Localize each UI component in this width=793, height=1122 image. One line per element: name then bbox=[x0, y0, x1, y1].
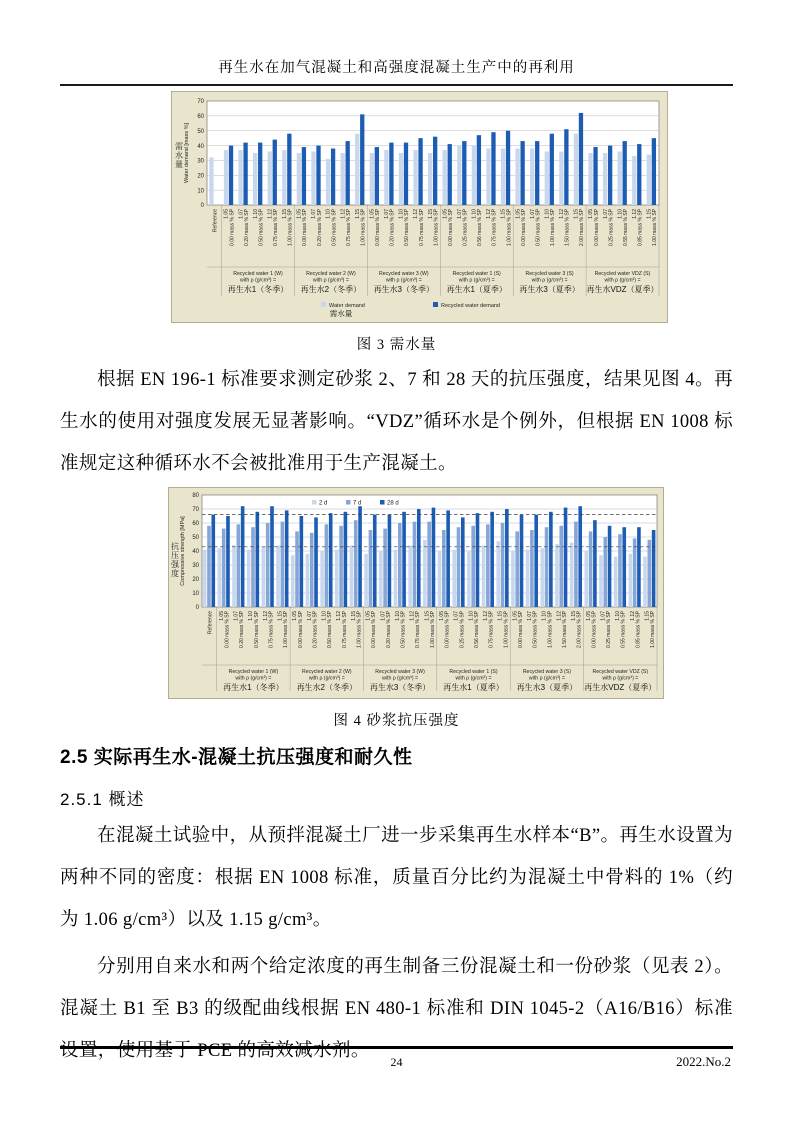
svg-text:1.10: 1.10 bbox=[394, 611, 401, 621]
svg-text:0.20 mass % SP: 0.20 mass % SP bbox=[243, 209, 250, 246]
svg-text:1.15: 1.15 bbox=[571, 611, 578, 621]
svg-text:1.00 mass % SP: 1.00 mass % SP bbox=[287, 209, 294, 246]
svg-text:1.07: 1.07 bbox=[602, 209, 609, 219]
svg-text:0.00 mass % SP: 0.00 mass % SP bbox=[520, 209, 527, 246]
svg-text:with ρ (g/cm³) =: with ρ (g/cm³) = bbox=[604, 277, 641, 284]
svg-text:0.50 mass % SP: 0.50 mass % SP bbox=[331, 209, 338, 246]
svg-text:1.12: 1.12 bbox=[267, 209, 274, 219]
svg-text:Recycled water 1 (S): Recycled water 1 (S) bbox=[449, 669, 498, 675]
svg-text:0.00 mass % SP: 0.00 mass % SP bbox=[448, 209, 454, 246]
svg-text:1.10: 1.10 bbox=[398, 209, 405, 219]
svg-text:Recycled water 3 (S): Recycled water 3 (S) bbox=[522, 669, 571, 675]
svg-text:1.00 mass % SP: 1.00 mass % SP bbox=[503, 611, 510, 648]
svg-text:20: 20 bbox=[192, 577, 199, 584]
svg-text:1.05: 1.05 bbox=[588, 209, 595, 219]
svg-text:再生水VDZ（夏季）: 再生水VDZ（夏季） bbox=[584, 683, 657, 692]
svg-text:with ρ (g/cm³) =: with ρ (g/cm³) = bbox=[602, 675, 639, 682]
svg-text:60: 60 bbox=[192, 521, 199, 528]
svg-text:0.50 mass % SP: 0.50 mass % SP bbox=[253, 611, 260, 648]
figure4-caption: 图 4 砂浆抗压强度 bbox=[333, 713, 460, 729]
svg-text:Recycled water 1 (W): Recycled water 1 (W) bbox=[228, 669, 279, 675]
svg-text:再生水1（冬季）: 再生水1（冬季） bbox=[223, 683, 284, 692]
svg-text:10: 10 bbox=[197, 188, 204, 195]
svg-text:Recycled water 1 (W): Recycled water 1 (W) bbox=[233, 271, 283, 277]
svg-text:with ρ (g/cm³) =: with ρ (g/cm³) = bbox=[528, 675, 565, 682]
svg-text:Reference: Reference bbox=[207, 611, 214, 635]
svg-text:再生水3（冬季）: 再生水3（冬季） bbox=[373, 285, 435, 294]
svg-text:1.10: 1.10 bbox=[248, 611, 255, 621]
svg-text:with ρ (g/cm³) =: with ρ (g/cm³) = bbox=[531, 277, 568, 284]
svg-text:再生水3（夏季）: 再生水3（夏季） bbox=[519, 285, 580, 294]
svg-text:1.12: 1.12 bbox=[483, 611, 489, 621]
svg-text:30: 30 bbox=[192, 563, 199, 570]
svg-text:50: 50 bbox=[192, 535, 199, 542]
svg-text:1.05: 1.05 bbox=[369, 209, 376, 219]
svg-text:1.05: 1.05 bbox=[512, 611, 519, 621]
svg-text:0.50 mass % SP: 0.50 mass % SP bbox=[327, 611, 334, 648]
svg-text:7 d: 7 d bbox=[353, 500, 362, 507]
svg-text:1.12: 1.12 bbox=[631, 209, 638, 219]
svg-text:1.10: 1.10 bbox=[617, 209, 624, 219]
svg-text:水: 水 bbox=[175, 151, 183, 160]
svg-text:再生水VDZ（夏季）: 再生水VDZ（夏季） bbox=[586, 285, 659, 294]
svg-text:1.50 mass % SP: 1.50 mass % SP bbox=[562, 611, 568, 648]
svg-text:1.15: 1.15 bbox=[424, 611, 431, 621]
svg-text:1.15: 1.15 bbox=[497, 611, 504, 621]
svg-text:1.50 mass % SP: 1.50 mass % SP bbox=[564, 209, 571, 246]
svg-text:0.20 mass % SP: 0.20 mass % SP bbox=[385, 611, 392, 648]
svg-text:Recycled water 3 (S): Recycled water 3 (S) bbox=[525, 271, 574, 277]
svg-text:1.00 mass % SP: 1.00 mass % SP bbox=[506, 209, 513, 246]
svg-text:1.10: 1.10 bbox=[615, 611, 622, 621]
paragraph-3: 分别用自来水和两个给定浓度的再生制备三份混凝土和一份砂浆（见表 2）。混凝土 B1 至 B3 的级配曲线根据 EN 480-1 标准和 DIN 1045-2（A16/B16）标准设置，使用基于 PCE 的高效减水剂。 bbox=[60, 957, 733, 1061]
svg-text:0.00 mass % SP: 0.00 mass % SP bbox=[593, 209, 600, 246]
svg-text:0.50 mass % SP: 0.50 mass % SP bbox=[400, 611, 407, 648]
svg-text:0.55 mass % SP: 0.55 mass % SP bbox=[620, 611, 627, 648]
svg-text:0.00 mass % SP: 0.00 mass % SP bbox=[371, 611, 378, 648]
svg-text:0.20 mass % SP: 0.20 mass % SP bbox=[316, 209, 323, 246]
svg-text:70: 70 bbox=[192, 507, 199, 514]
svg-text:1.12: 1.12 bbox=[336, 611, 343, 621]
svg-text:1.05: 1.05 bbox=[365, 611, 372, 621]
svg-text:0: 0 bbox=[195, 605, 199, 612]
svg-text:1.07: 1.07 bbox=[306, 611, 313, 621]
svg-text:1.07: 1.07 bbox=[529, 209, 536, 219]
svg-text:1.00 mass % SP: 1.00 mass % SP bbox=[650, 611, 657, 648]
svg-text:0.75 mass % SP: 0.75 mass % SP bbox=[268, 611, 275, 648]
svg-text:0.75 mass % SP: 0.75 mass % SP bbox=[488, 611, 495, 648]
svg-text:1.15: 1.15 bbox=[427, 209, 434, 219]
svg-text:1.05: 1.05 bbox=[218, 611, 225, 621]
svg-text:强: 强 bbox=[171, 560, 179, 569]
svg-text:1.07: 1.07 bbox=[457, 209, 463, 219]
svg-text:1.12: 1.12 bbox=[556, 611, 563, 621]
svg-text:0.55 mass % SP: 0.55 mass % SP bbox=[622, 209, 629, 246]
svg-text:2.00 mass % SP: 2.00 mass % SP bbox=[576, 611, 583, 648]
svg-text:1.07: 1.07 bbox=[311, 209, 318, 219]
svg-text:1.05: 1.05 bbox=[585, 611, 592, 621]
svg-text:1.07: 1.07 bbox=[238, 209, 245, 219]
svg-text:0.75 mass % SP: 0.75 mass % SP bbox=[345, 209, 352, 246]
svg-text:with ρ (g/cm³) =: with ρ (g/cm³) = bbox=[382, 675, 419, 682]
svg-text:0.00 mass % SP: 0.00 mass % SP bbox=[591, 611, 598, 648]
svg-text:2.00 mass % SP: 2.00 mass % SP bbox=[579, 209, 586, 246]
svg-text:再生水2（冬季）: 再生水2（冬季） bbox=[300, 285, 362, 294]
svg-text:抗: 抗 bbox=[171, 542, 179, 551]
figure3-caption: 图 3 需水量 bbox=[356, 337, 437, 353]
svg-text:Recycled water VDZ (S): Recycled water VDZ (S) bbox=[594, 271, 651, 277]
svg-text:0.20 mass % SP: 0.20 mass % SP bbox=[312, 611, 319, 648]
svg-text:0.00 mass % SP: 0.00 mass % SP bbox=[297, 611, 304, 648]
svg-text:1.05: 1.05 bbox=[292, 611, 299, 621]
paragraph-2: 在混凝土试验中，从预拌混凝土厂进一步采集再生水样本“B”。再生水设置为两种不同的密度：根据 EN 1008 标准，质量百分比约为混凝土中骨料的 1%（约为 1.06 g/cm³）以及 1.15 g/cm³。 bbox=[60, 826, 733, 930]
svg-text:1.05: 1.05 bbox=[223, 209, 230, 219]
svg-text:再生水1（夏季）: 再生水1（夏季） bbox=[446, 285, 507, 294]
svg-text:1.10: 1.10 bbox=[541, 611, 548, 621]
svg-text:0.50 mass % SP: 0.50 mass % SP bbox=[535, 209, 542, 246]
svg-text:70: 70 bbox=[197, 99, 204, 106]
svg-text:需: 需 bbox=[175, 142, 183, 151]
svg-text:0.85 mass % SP: 0.85 mass % SP bbox=[635, 611, 642, 648]
svg-text:1.05: 1.05 bbox=[515, 209, 522, 219]
svg-text:0.25 mass % SP: 0.25 mass % SP bbox=[459, 611, 466, 648]
svg-text:Recycled water 1 (S): Recycled water 1 (S) bbox=[452, 271, 501, 277]
svg-text:1.05: 1.05 bbox=[442, 209, 449, 219]
svg-text:需水量: 需水量 bbox=[329, 309, 353, 318]
svg-text:1.07: 1.07 bbox=[384, 209, 391, 219]
svg-text:0.00 mass % SP: 0.00 mass % SP bbox=[302, 209, 309, 246]
svg-text:0.50 mass % SP: 0.50 mass % SP bbox=[404, 209, 411, 246]
svg-text:with ρ (g/cm³) =: with ρ (g/cm³) = bbox=[455, 675, 492, 682]
svg-text:1.15: 1.15 bbox=[646, 209, 653, 219]
svg-text:60: 60 bbox=[197, 114, 204, 121]
svg-text:0.25 mass % SP: 0.25 mass % SP bbox=[462, 209, 469, 246]
svg-text:0.50 mass % SP: 0.50 mass % SP bbox=[258, 209, 265, 246]
svg-text:0.00 mass % SP: 0.00 mass % SP bbox=[224, 611, 231, 648]
svg-text:1.15: 1.15 bbox=[277, 611, 284, 621]
svg-text:1.15: 1.15 bbox=[644, 611, 651, 621]
svg-text:1.12: 1.12 bbox=[629, 611, 636, 621]
svg-text:20: 20 bbox=[197, 173, 204, 180]
svg-text:量: 量 bbox=[175, 160, 183, 169]
svg-text:1.07: 1.07 bbox=[600, 611, 607, 621]
svg-text:1.15: 1.15 bbox=[573, 209, 580, 219]
svg-text:再生水3（夏季）: 再生水3（夏季） bbox=[516, 683, 578, 692]
svg-text:0.85 mass % SP: 0.85 mass % SP bbox=[637, 209, 644, 246]
svg-text:Water demand: Water demand bbox=[329, 303, 365, 309]
svg-text:0.25 mass % SP: 0.25 mass % SP bbox=[608, 209, 615, 246]
svg-text:with ρ (g/cm³) =: with ρ (g/cm³) = bbox=[308, 675, 345, 682]
svg-text:0.20 mass % SP: 0.20 mass % SP bbox=[389, 209, 396, 246]
svg-text:1.00 mass % SP: 1.00 mass % SP bbox=[356, 611, 363, 648]
svg-text:1.15: 1.15 bbox=[354, 209, 361, 219]
svg-text:1.10: 1.10 bbox=[252, 209, 259, 219]
header-rule bbox=[60, 84, 733, 86]
svg-text:1.07: 1.07 bbox=[453, 611, 460, 621]
svg-text:with ρ (g/cm³) =: with ρ (g/cm³) = bbox=[458, 277, 495, 284]
svg-text:1.10: 1.10 bbox=[325, 209, 332, 219]
svg-text:0.75 mass % SP: 0.75 mass % SP bbox=[418, 208, 425, 246]
svg-text:80: 80 bbox=[192, 493, 199, 500]
svg-text:Reference: Reference bbox=[212, 209, 219, 233]
page-footer bbox=[60, 1046, 733, 1069]
svg-text:再生水1（夏季）: 再生水1（夏季） bbox=[443, 683, 504, 692]
svg-text:1.00 mass % SP: 1.00 mass % SP bbox=[433, 209, 440, 246]
svg-text:Recycled water 3 (W): Recycled water 3 (W) bbox=[375, 669, 425, 675]
svg-text:1.12: 1.12 bbox=[559, 209, 565, 219]
svg-text:1.12: 1.12 bbox=[409, 611, 416, 621]
svg-text:with ρ (g/cm³) =: with ρ (g/cm³) = bbox=[312, 277, 349, 284]
svg-text:1.12: 1.12 bbox=[262, 611, 269, 621]
svg-text:0.00 mass % SP: 0.00 mass % SP bbox=[518, 611, 524, 648]
svg-text:with ρ (g/cm³) =: with ρ (g/cm³) = bbox=[385, 277, 422, 284]
svg-text:0.56 mass % SP: 0.56 mass % SP bbox=[473, 611, 480, 648]
svg-text:1.10: 1.10 bbox=[468, 611, 475, 621]
page-number: 24 bbox=[390, 1055, 403, 1069]
svg-text:1.15: 1.15 bbox=[282, 209, 288, 219]
svg-text:再生水1（冬季）: 再生水1（冬季） bbox=[227, 285, 289, 294]
svg-text:Recycled water 3 (W): Recycled water 3 (W) bbox=[379, 271, 429, 277]
svg-text:1.00 mass % SP: 1.00 mass % SP bbox=[547, 611, 554, 648]
figure4-compressive-strength-chart bbox=[168, 487, 664, 704]
issue-number: 2022.No.2 bbox=[676, 1054, 731, 1069]
svg-text:50: 50 bbox=[197, 128, 204, 135]
svg-text:1.07: 1.07 bbox=[380, 611, 387, 621]
svg-text:1.00 mass % SP: 1.00 mass % SP bbox=[550, 209, 556, 246]
svg-text:0.75 mass % SP: 0.75 mass % SP bbox=[491, 209, 498, 246]
svg-text:1.00 mass % SP: 1.00 mass % SP bbox=[283, 611, 290, 648]
svg-text:0.50 mass % SP: 0.50 mass % SP bbox=[532, 611, 539, 648]
svg-text:Recycled water 2 (W): Recycled water 2 (W) bbox=[306, 271, 356, 277]
svg-text:Recycled water demand: Recycled water demand bbox=[441, 303, 501, 309]
figure-4 bbox=[168, 487, 664, 704]
svg-text:0.25 mass % SP: 0.25 mass % SP bbox=[606, 611, 612, 648]
svg-text:1.07: 1.07 bbox=[233, 611, 240, 621]
svg-text:1.15: 1.15 bbox=[500, 209, 507, 219]
subsection-heading-2-5-1: 2.5.1 概述 bbox=[60, 790, 145, 809]
svg-text:40: 40 bbox=[192, 549, 199, 556]
svg-text:0.56 mass % SP: 0.56 mass % SP bbox=[477, 209, 484, 246]
svg-text:0.75 mass % SP: 0.75 mass % SP bbox=[273, 209, 279, 246]
svg-text:再生水2（冬季）: 再生水2（冬季） bbox=[296, 683, 358, 692]
svg-text:0.20 mass % SP: 0.20 mass % SP bbox=[239, 611, 246, 648]
svg-text:1.07: 1.07 bbox=[527, 611, 533, 621]
figure-3 bbox=[171, 91, 668, 328]
svg-text:1.10: 1.10 bbox=[321, 611, 328, 621]
svg-text:with ρ (g/cm³) =: with ρ (g/cm³) = bbox=[235, 675, 272, 682]
svg-text:0.00 mass % SP: 0.00 mass % SP bbox=[375, 209, 382, 246]
svg-text:1.12: 1.12 bbox=[486, 209, 493, 219]
svg-text:再生水3（冬季）: 再生水3（冬季） bbox=[369, 683, 431, 692]
svg-text:Compressive strength [MPa]: Compressive strength [MPa] bbox=[180, 516, 186, 586]
svg-text:1.10: 1.10 bbox=[471, 209, 478, 219]
svg-text:Recycled water 2 (W): Recycled water 2 (W) bbox=[302, 669, 352, 675]
svg-text:1.05: 1.05 bbox=[439, 611, 445, 621]
svg-text:0.00 mass % SP: 0.00 mass % SP bbox=[444, 611, 451, 648]
figure3-water-demand-chart bbox=[171, 91, 668, 328]
svg-text:1.15: 1.15 bbox=[350, 611, 357, 621]
svg-text:1.00 mass % SP: 1.00 mass % SP bbox=[429, 611, 436, 648]
svg-text:0: 0 bbox=[200, 203, 204, 210]
svg-text:28 d: 28 d bbox=[387, 500, 399, 507]
section-heading-2-5: 2.5 实际再生水-混凝土抗压强度和耐久性 bbox=[60, 747, 413, 768]
svg-text:40: 40 bbox=[197, 143, 204, 150]
svg-text:Recycled water VDZ (S): Recycled water VDZ (S) bbox=[592, 669, 649, 675]
svg-text:度: 度 bbox=[171, 569, 179, 578]
svg-text:1.10: 1.10 bbox=[544, 209, 551, 219]
svg-text:压: 压 bbox=[171, 551, 179, 560]
svg-text:0.00 mass % SP: 0.00 mass % SP bbox=[229, 209, 236, 246]
svg-text:1.00 mass % SP: 1.00 mass % SP bbox=[652, 208, 659, 246]
svg-text:0.75 mass % SP: 0.75 mass % SP bbox=[415, 611, 422, 648]
svg-text:1.05: 1.05 bbox=[296, 209, 303, 219]
svg-text:with ρ (g/cm³) =: with ρ (g/cm³) = bbox=[240, 277, 276, 284]
svg-text:30: 30 bbox=[197, 158, 204, 165]
svg-text:1.12: 1.12 bbox=[413, 209, 420, 219]
svg-text:1.12: 1.12 bbox=[340, 209, 347, 219]
svg-text:1.00 mass % SP: 1.00 mass % SP bbox=[360, 209, 367, 246]
svg-text:2 d: 2 d bbox=[319, 500, 328, 507]
svg-text:10: 10 bbox=[192, 591, 199, 598]
svg-text:Water demand [mass %]: Water demand [mass %] bbox=[184, 122, 190, 184]
paragraph-1: 根据 EN 196-1 标准要求测定砂浆 2、7 和 28 天的抗压强度，结果见图 4。再生水的使用对强度发展无显著影响。“VDZ”循环水是个例外，但根据 EN 1008 标准规定这种循环水不会被批准用于生产混凝土。 bbox=[60, 370, 733, 474]
svg-text:0.75 mass % SP: 0.75 mass % SP bbox=[341, 611, 348, 648]
page-header-title: 再生水在加气混凝土和高强度混凝土生产中的再利用 bbox=[218, 60, 575, 76]
